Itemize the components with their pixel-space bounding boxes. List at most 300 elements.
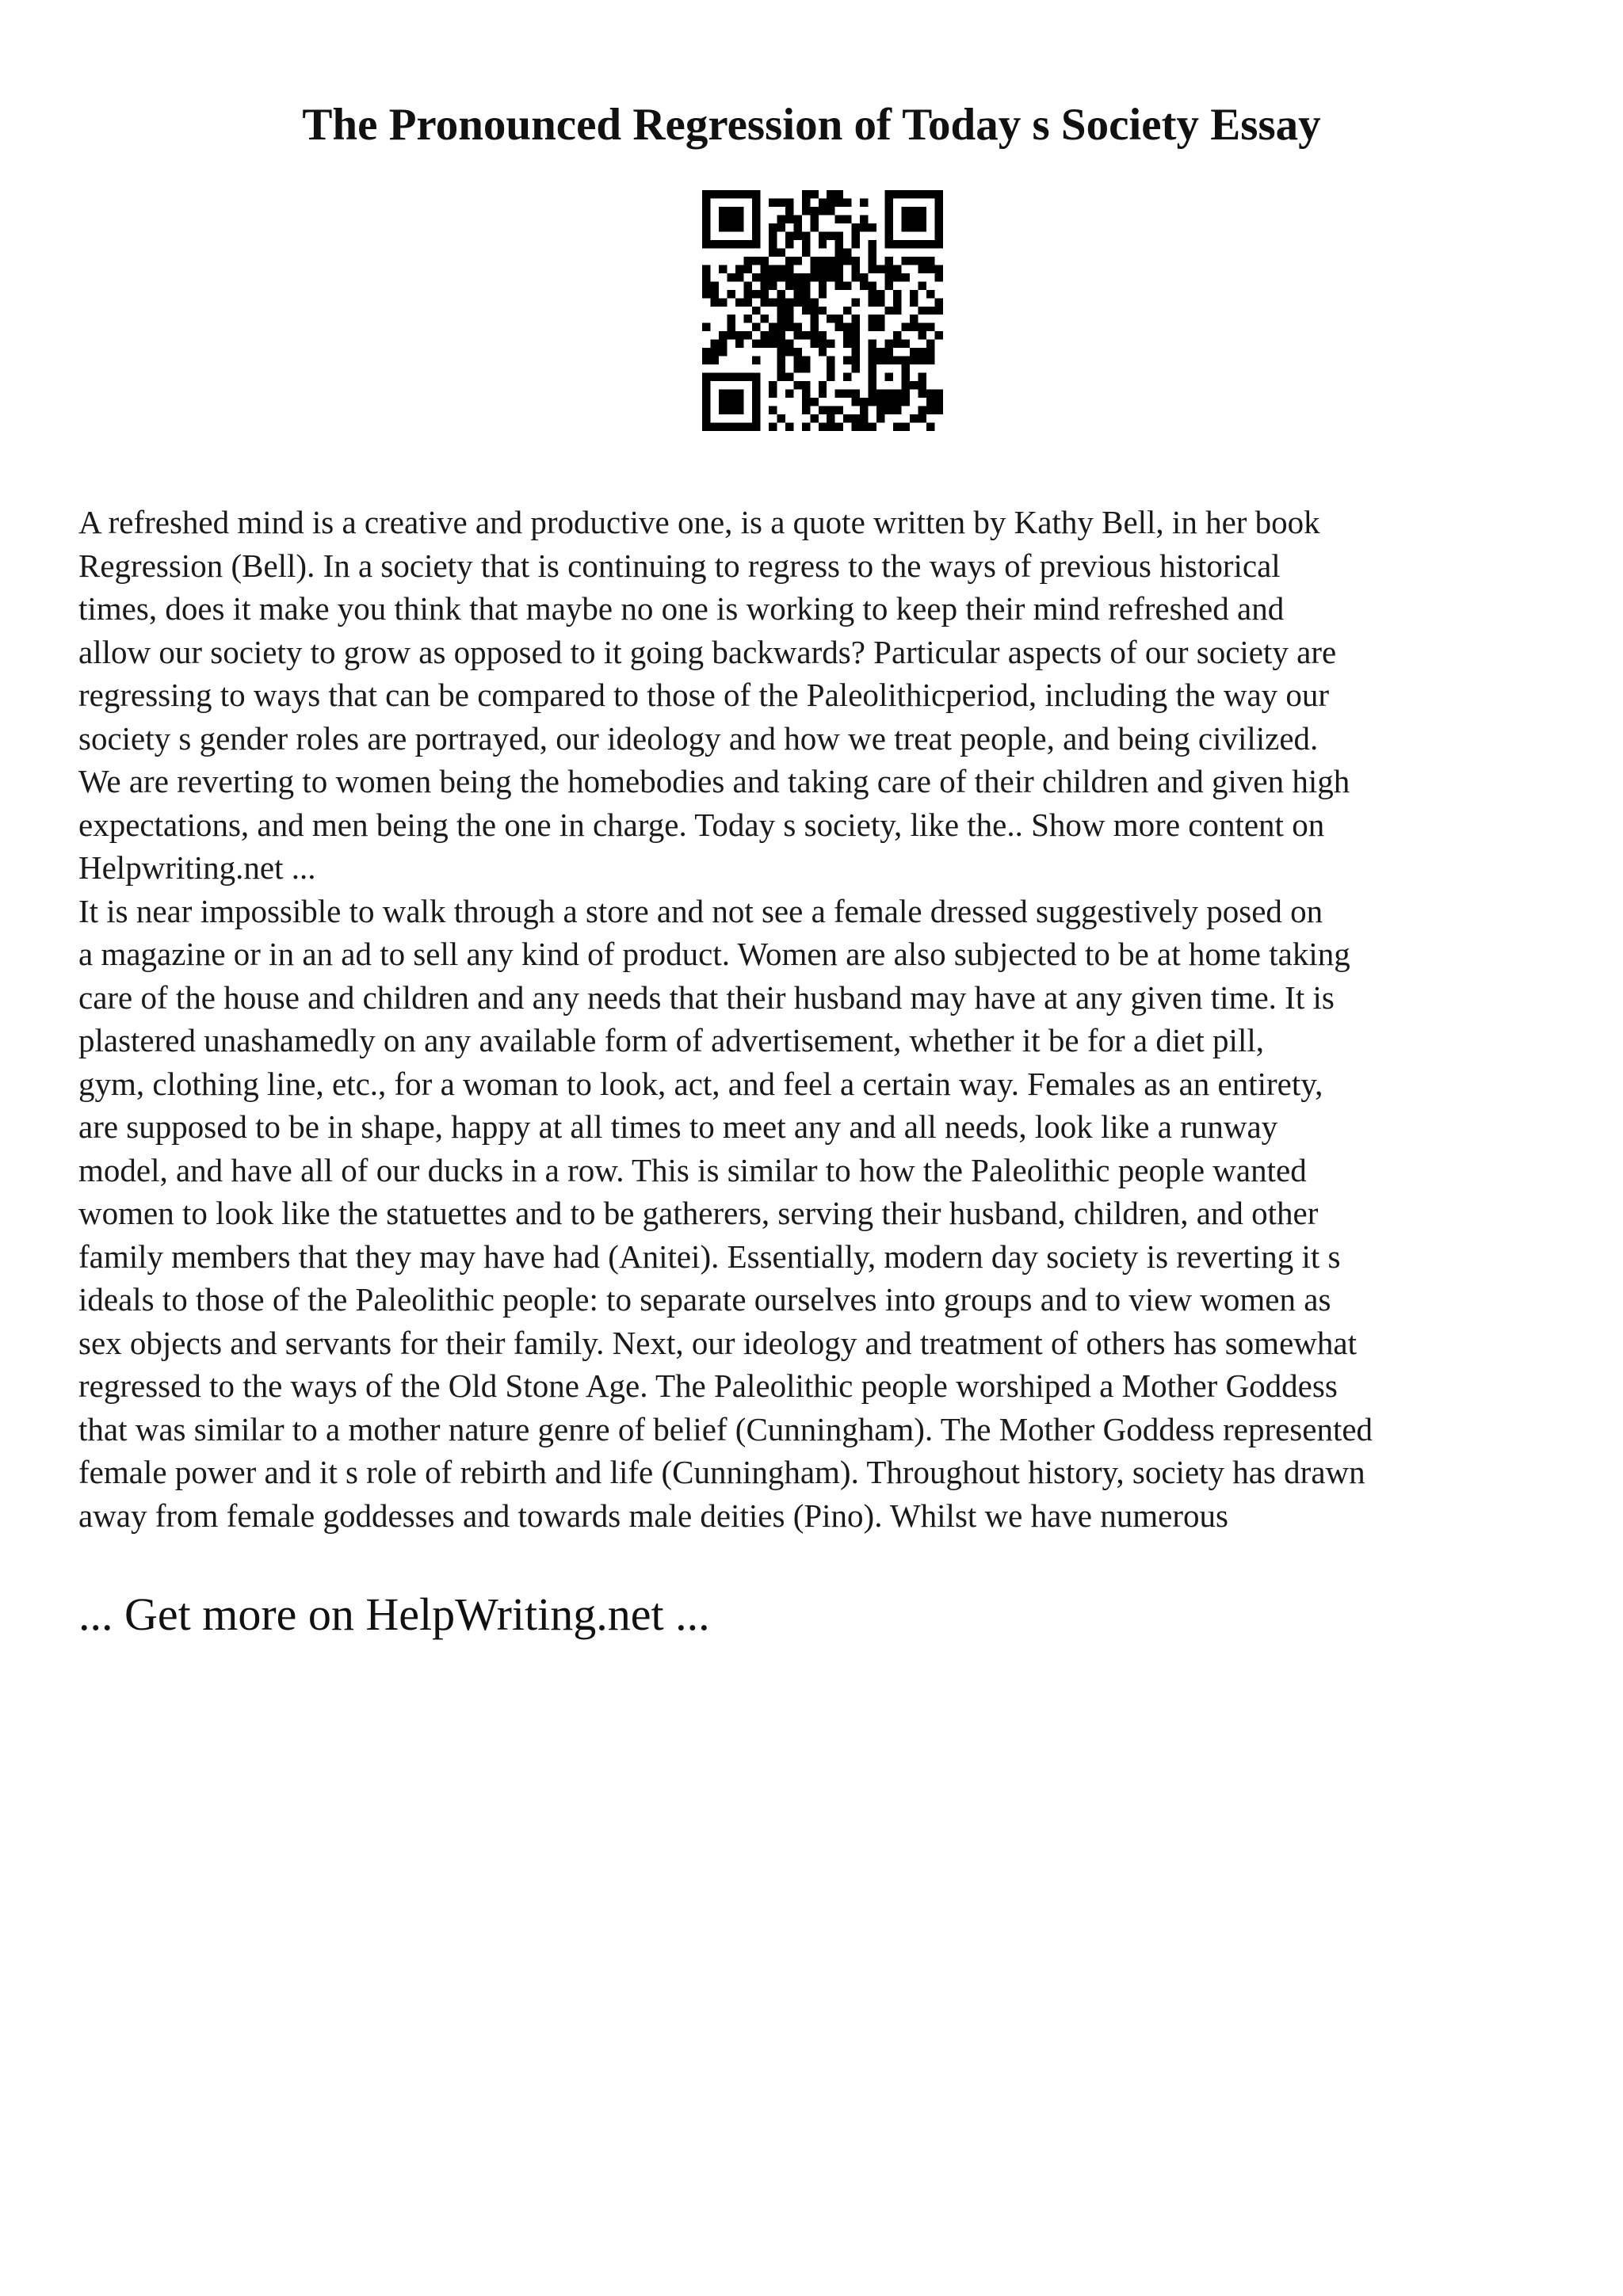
qr-module	[743, 190, 751, 198]
qr-module	[835, 390, 843, 398]
qr-module	[785, 240, 793, 248]
qr-module	[785, 298, 793, 306]
qr-module	[835, 323, 843, 331]
qr-module	[910, 323, 918, 331]
qr-module	[860, 423, 868, 431]
qr-module	[819, 281, 827, 289]
qr-module	[719, 348, 727, 356]
qr-module	[702, 265, 710, 273]
qr-module	[802, 281, 810, 289]
essay-paragraph-1: A refreshed mind is a creative and productive one, is a quote written by Kathy Bell, in her book Regression (Bell). In a society that is continuing to regress to the ways of previous historical times, does it make you think that maybe no one is working to keep their mind refreshed and allow our society to grow as opposed to it going backwards? Particular aspects of our society are regressing to ways that can be compared to those of the Paleolithicperiod, including the way our society s gender roles are portrayed, our ideology and how we treat people, and being civilized. We are reverting to women being the homebodies and taking care of their children and given high expectations, and men being the one in charge. Today s society, like the.. Show more content on Helpwriting.net ...	[78, 504, 1350, 886]
qr-module	[777, 414, 785, 422]
qr-module	[902, 340, 910, 348]
qr-module	[810, 298, 818, 306]
qr-module	[802, 364, 810, 372]
qr-module	[852, 323, 860, 331]
qr-module	[702, 223, 710, 231]
qr-module	[727, 290, 735, 298]
qr-module	[852, 257, 860, 265]
qr-module	[918, 406, 926, 414]
qr-module	[777, 265, 785, 273]
qr-module	[785, 348, 793, 356]
qr-module	[910, 207, 918, 215]
qr-module	[735, 398, 743, 406]
qr-module	[910, 414, 918, 422]
qr-module	[843, 373, 851, 381]
qr-module	[902, 223, 910, 231]
qr-module	[735, 215, 743, 223]
qr-module	[885, 348, 893, 356]
qr-module	[902, 207, 910, 215]
qr-module	[727, 315, 735, 322]
qr-module	[902, 190, 910, 198]
qr-module	[785, 198, 793, 206]
qr-module	[810, 257, 818, 265]
qr-module	[910, 357, 918, 364]
qr-module	[827, 273, 834, 281]
qr-module	[777, 273, 785, 281]
qr-module	[893, 390, 901, 398]
qr-module	[769, 423, 777, 431]
qr-module	[752, 323, 760, 331]
qr-module	[802, 398, 810, 406]
qr-module	[843, 215, 851, 223]
qr-module	[860, 198, 868, 206]
qr-module	[785, 257, 793, 265]
qr-module	[918, 307, 926, 315]
qr-module	[827, 207, 834, 215]
qr-module	[760, 265, 768, 273]
qr-module	[869, 298, 876, 306]
qr-module	[752, 223, 760, 231]
qr-module	[860, 281, 868, 289]
qr-module	[727, 406, 735, 414]
qr-module	[926, 390, 934, 398]
qr-module	[785, 281, 793, 289]
qr-module	[752, 207, 760, 215]
qr-module	[702, 357, 710, 364]
qr-module	[926, 190, 934, 198]
get-more-link[interactable]: ... Get more on HelpWriting.net ...	[78, 1589, 710, 1640]
qr-module	[876, 390, 884, 398]
qr-module	[710, 357, 718, 364]
qr-module	[735, 240, 743, 248]
qr-module	[860, 398, 868, 406]
essay-body	[78, 501, 1568, 1537]
qr-module	[785, 373, 793, 381]
qr-module	[843, 414, 851, 422]
qr-module	[827, 257, 834, 265]
qr-module	[777, 315, 785, 322]
qr-module	[876, 414, 884, 422]
qr-module	[769, 390, 777, 398]
qr-module	[760, 340, 768, 348]
qr-module	[918, 331, 926, 339]
qr-module	[835, 315, 843, 322]
qr-module	[727, 207, 735, 215]
qr-module	[935, 190, 943, 198]
qr-module	[819, 257, 827, 265]
qr-module	[935, 240, 943, 248]
qr-module	[885, 215, 893, 223]
qr-module	[743, 290, 751, 298]
qr-module	[935, 198, 943, 206]
qr-module	[810, 315, 818, 322]
qr-module	[918, 257, 926, 265]
qr-module	[777, 340, 785, 348]
qr-module	[835, 215, 843, 223]
qr-module	[769, 198, 777, 206]
qr-module	[793, 231, 801, 239]
qr-module	[885, 265, 893, 273]
qr-module	[910, 240, 918, 248]
qr-module	[827, 315, 834, 322]
qr-module	[793, 257, 801, 265]
qr-module	[860, 215, 868, 223]
qr-module	[902, 323, 910, 331]
qr-module	[852, 398, 860, 406]
qr-module	[769, 298, 777, 306]
qr-module	[810, 307, 818, 315]
qr-module	[885, 190, 893, 198]
qr-module	[727, 373, 735, 381]
qr-module	[843, 307, 851, 315]
qr-module	[752, 257, 760, 265]
qr-module	[869, 223, 876, 231]
qr-module	[935, 398, 943, 406]
qr-module	[843, 390, 851, 398]
qr-module	[885, 240, 893, 248]
qr-module	[785, 307, 793, 315]
qr-module	[918, 240, 926, 248]
qr-module	[876, 398, 884, 406]
qr-module	[727, 398, 735, 406]
qr-module	[760, 331, 768, 339]
qr-module	[852, 331, 860, 339]
qr-module	[869, 364, 876, 372]
qr-module	[743, 298, 751, 306]
qr-module	[769, 265, 777, 273]
qr-module	[843, 357, 851, 364]
qr-module	[876, 315, 884, 322]
qr-module	[793, 298, 801, 306]
qr-module	[827, 231, 834, 239]
qr-module	[852, 298, 860, 306]
qr-module	[752, 423, 760, 431]
qr-module	[727, 423, 735, 431]
qr-module	[869, 281, 876, 289]
qr-module	[935, 273, 943, 281]
qr-module	[876, 357, 884, 364]
qr-module	[885, 373, 893, 381]
qr-module	[802, 190, 810, 198]
qr-module	[752, 273, 760, 281]
qr-module	[869, 348, 876, 356]
qr-module	[769, 231, 777, 239]
qr-module	[702, 290, 710, 298]
qr-module	[893, 240, 901, 248]
document-title: The Pronounced Regression of Today s Society Essay	[302, 100, 1321, 150]
qr-module	[827, 190, 834, 198]
qr-module	[702, 323, 710, 331]
qr-module	[852, 223, 860, 231]
qr-module	[819, 381, 827, 389]
qr-module	[910, 190, 918, 198]
qr-module	[902, 257, 910, 265]
qr-module	[902, 364, 910, 372]
qr-module	[702, 348, 710, 356]
qr-module	[777, 357, 785, 364]
qr-module	[876, 348, 884, 356]
qr-module	[752, 390, 760, 398]
qr-module	[918, 223, 926, 231]
qr-module	[810, 207, 818, 215]
qr-module	[802, 207, 810, 215]
qr-module	[702, 281, 710, 289]
qr-module	[743, 315, 751, 322]
qr-module	[810, 223, 818, 231]
qr-module	[793, 273, 801, 281]
qr-module	[752, 406, 760, 414]
qr-module	[835, 281, 843, 289]
qr-module	[743, 373, 751, 381]
qr-module	[719, 207, 727, 215]
qr-module	[802, 423, 810, 431]
qr-module	[727, 323, 735, 331]
qr-module	[743, 281, 751, 289]
qr-module	[777, 290, 785, 298]
qr-module	[760, 257, 768, 265]
qr-module	[769, 273, 777, 281]
qr-module	[876, 265, 884, 273]
qr-module	[727, 215, 735, 223]
qr-module	[885, 340, 893, 348]
qr-module	[710, 423, 718, 431]
qr-module	[752, 414, 760, 422]
qr-module	[785, 390, 793, 398]
qr-module	[843, 340, 851, 348]
qr-module	[785, 207, 793, 215]
qr-module	[785, 231, 793, 239]
qr-module	[752, 190, 760, 198]
qr-module	[852, 423, 860, 431]
qr-module	[752, 373, 760, 381]
qr-module	[935, 390, 943, 398]
qr-module	[810, 340, 818, 348]
qr-module	[910, 298, 918, 306]
qr-module	[893, 406, 901, 414]
qr-module	[719, 398, 727, 406]
qr-module	[893, 331, 901, 339]
qr-module	[702, 423, 710, 431]
qr-module	[752, 398, 760, 406]
qr-module	[885, 406, 893, 414]
qr-module	[810, 190, 818, 198]
qr-module	[860, 414, 868, 422]
qr-module	[719, 298, 727, 306]
qr-module	[819, 240, 827, 248]
qr-module	[810, 398, 818, 406]
qr-module	[810, 265, 818, 273]
qr-module	[869, 257, 876, 265]
qr-module	[835, 240, 843, 248]
qr-module	[785, 265, 793, 273]
qr-module	[852, 240, 860, 248]
qr-module	[869, 373, 876, 381]
qr-module	[702, 373, 710, 381]
qr-module	[810, 215, 818, 223]
qr-module	[702, 190, 710, 198]
qr-module	[935, 331, 943, 339]
qr-module	[935, 215, 943, 223]
qr-module	[777, 215, 785, 223]
qr-module	[719, 265, 727, 273]
qr-module	[735, 423, 743, 431]
qr-module	[902, 373, 910, 381]
qr-module	[785, 423, 793, 431]
qr-module	[810, 414, 818, 422]
qr-module	[777, 307, 785, 315]
qr-module	[702, 398, 710, 406]
qr-module	[843, 323, 851, 331]
qr-module	[769, 406, 777, 414]
qr-module	[893, 357, 901, 364]
qr-module	[852, 273, 860, 281]
qr-module	[902, 381, 910, 389]
qr-module	[926, 257, 934, 265]
qr-module	[727, 223, 735, 231]
qr-module	[852, 357, 860, 364]
qr-module	[885, 198, 893, 206]
qr-module	[819, 290, 827, 298]
qr-module	[785, 273, 793, 281]
qr-module	[752, 357, 760, 364]
qr-module	[802, 240, 810, 248]
qr-module	[719, 190, 727, 198]
qr-module	[835, 265, 843, 273]
qr-module	[702, 215, 710, 223]
qr-module	[860, 273, 868, 281]
qr-module	[869, 240, 876, 248]
qr-module	[926, 357, 934, 364]
qr-module	[793, 381, 801, 389]
qr-module	[760, 273, 768, 281]
qr-module	[777, 331, 785, 339]
qr-module	[852, 348, 860, 356]
qr-module	[735, 298, 743, 306]
qr-module	[793, 357, 801, 364]
qr-module	[835, 231, 843, 239]
qr-module	[719, 215, 727, 223]
qr-module	[843, 198, 851, 206]
qr-module	[793, 281, 801, 289]
qr-module	[819, 348, 827, 356]
qr-module	[885, 390, 893, 398]
qr-module	[719, 223, 727, 231]
qr-module	[710, 373, 718, 381]
qr-module	[702, 381, 710, 389]
qr-module	[810, 323, 818, 331]
qr-module	[802, 357, 810, 364]
qr-module	[743, 423, 751, 431]
qr-module	[752, 215, 760, 223]
qr-module	[769, 323, 777, 331]
qr-module	[827, 357, 834, 364]
qr-module	[918, 281, 926, 289]
qr-module	[769, 381, 777, 389]
qr-module	[769, 340, 777, 348]
qr-module	[876, 290, 884, 298]
qr-module	[727, 190, 735, 198]
qr-module	[802, 298, 810, 306]
qr-module	[852, 231, 860, 239]
qr-module	[869, 315, 876, 322]
qr-module	[819, 423, 827, 431]
qr-module	[810, 331, 818, 339]
qr-module	[869, 357, 876, 364]
qr-module	[735, 373, 743, 381]
qr-module	[926, 348, 934, 356]
qr-module	[819, 273, 827, 281]
qr-module	[769, 248, 777, 256]
essay-paragraph-2: It is near impossible to walk through a store and not see a female dressed suggestively posed on a magazine or in an ad to sell any kind of product. Women are also subjected to be at home taking care of the house and children and any needs that their husband may have at any given time. It is plastered unashamedly on any available form of advertisement, whether it be for a diet pill, gym, clothing line, etc., for a woman to look, act, and feel a certain way. Females as an entirety, are supposed to be in shape, happy at all times to meet any and all needs, look like a runway model, and have all of our ducks in a row. This is similar to how the Paleolithic people wanted women to look like the statuettes and to be gatherers, serving their husband, children, and other family members that they may have had (Anitei). Essentially, modern day society is reverting it s ideals to those of the Paleolithic people: to separate ourselves into groups and to view women as sex objects and servants for their family. Next, our ideology and treatment of others has somewhat regressed to the ways of the Old Stone Age. The Paleolithic people worshiped a Mother Goddess that was similar to a mother nature genre of belief (Cunningham). The Mother Goddess represented female power and it s role of rebirth and life (Cunningham). Throughout history, society has drawn away from female goddesses and towards male deities (Pino). Whilst we have numerous	[78, 892, 1373, 1534]
qr-module	[893, 340, 901, 348]
qr-module	[869, 381, 876, 389]
qr-module	[710, 348, 718, 356]
qr-module	[926, 290, 934, 298]
qr-module	[769, 240, 777, 248]
qr-module	[785, 323, 793, 331]
qr-module	[735, 207, 743, 215]
qr-module	[710, 240, 718, 248]
qr-module	[785, 215, 793, 223]
qr-module	[819, 198, 827, 206]
qr-module	[777, 348, 785, 356]
qr-module	[702, 390, 710, 398]
qr-module	[876, 298, 884, 306]
qr-module	[869, 248, 876, 256]
qr-module	[819, 307, 827, 315]
qr-module	[876, 406, 884, 414]
qr-module	[802, 381, 810, 389]
qr-module	[918, 190, 926, 198]
qr-module	[885, 207, 893, 215]
qr-module	[760, 290, 768, 298]
qr-module	[918, 215, 926, 223]
qr-module	[793, 323, 801, 331]
qr-module	[802, 231, 810, 239]
qr-module	[852, 265, 860, 273]
qr-module	[819, 406, 827, 414]
qr-module	[885, 257, 893, 265]
qr-module	[852, 340, 860, 348]
qr-module	[802, 390, 810, 398]
qr-module	[760, 298, 768, 306]
qr-module	[935, 265, 943, 273]
qr-module	[827, 198, 834, 206]
qr-module	[918, 357, 926, 364]
qr-module	[719, 331, 727, 339]
qr-module	[785, 340, 793, 348]
qr-module	[827, 340, 834, 348]
qr-module	[935, 231, 943, 239]
qr-module	[819, 265, 827, 273]
qr-module	[852, 315, 860, 322]
qr-module	[893, 398, 901, 406]
qr-module	[935, 223, 943, 231]
qr-module	[819, 390, 827, 398]
qr-module	[926, 398, 934, 406]
